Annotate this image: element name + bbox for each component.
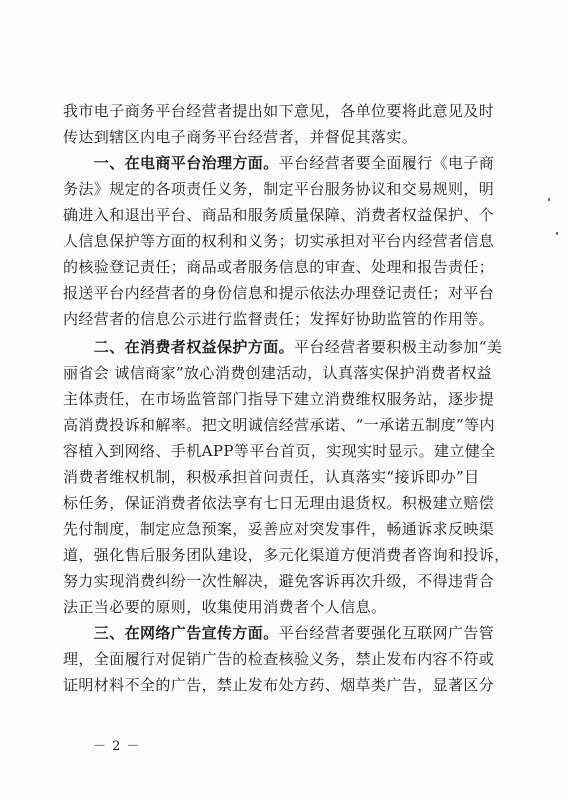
text-line: 道，强化售后服务团队建设，多元化渠道方便消费者咨询和投诉，: [63, 546, 510, 564]
text-line: 理，全面履行对促销广告的检查核验义务，禁止发布内容不符或: [63, 650, 495, 668]
text-line: 确进入和退出平台、商品和服务质量保障、消费者权益保护、个: [63, 206, 495, 224]
text-line: 报送平台内经营者的身份信息和提示依法办理登记责任；对平台: [63, 284, 495, 302]
text-line: 的核验登记责任；商品或者服务信息的审查、处理和报告责任；: [63, 258, 495, 276]
section-three-heading-line: [63, 622, 507, 644]
text-line: 先付制度，制定应急预案，妥善应对突发事件，畅通诉求反映渠: [63, 520, 495, 538]
text-line: 内经营者的信息公示进行监督责任；发挥好协助监管的作用等。: [63, 310, 495, 328]
text-line: 人信息保护等方面的权利和义务；切实承担对平台内经营者信息: [63, 232, 495, 250]
text-line: 标任务，保证消费者依法享有七日无理由退货权。积极建立赔偿: [63, 494, 495, 512]
text-line: 传达到辖区内电子商务平台经营者，并督促其落实。: [63, 128, 418, 146]
text-line: 高消费投诉和解率。把文明诚信经营承诺、“一承诺五制度”等内: [63, 416, 495, 434]
section-heading: 三、在网络广告宣传方面。: [63, 624, 279, 642]
text-line: 我市电子商务平台经营者提出如下意见，各单位要将此意见及时: [63, 102, 495, 120]
page-number: － 2 －: [93, 739, 141, 754]
section-one-heading-line: [63, 152, 507, 174]
section-heading: 二、在消费者权益保护方面。: [63, 338, 295, 356]
section-two-heading-line: [63, 336, 507, 358]
section-heading: 一、在电商平台治理方面。: [63, 154, 279, 172]
section-text: 平台经营者要积极主动参加“美: [294, 338, 503, 356]
text-line: 证明材料不全的广告，禁止发布处方药、烟草类广告，显著区分: [63, 676, 495, 694]
text-line: 消费者维权机制，积极承担首问责任，认真落实“接诉即办”目: [63, 468, 480, 486]
text-line: 主体责任，在市场监管部门指导下建立消费维权服务站，逐步提: [63, 390, 495, 408]
text-line: 努力实现消费纠纷一次性解决，避免客诉再次升级，不得违背合: [63, 572, 495, 590]
text-line: 丽省会 诚信商家”放心消费创建活动，认真落实保护消费者权益: [63, 364, 493, 382]
text-line: 法正当必要的原则，收集使用消费者个人信息。: [63, 598, 387, 616]
section-text: 平台经营者要强化互联网广告管: [278, 624, 495, 642]
scan-speck: [548, 198, 550, 201]
scan-speck: [556, 232, 558, 235]
text-line: 容植入到网络、手机APP等平台首页，实现实时显示。建立健全: [63, 442, 496, 460]
section-text: 平台经营者要全面履行《电子商: [278, 154, 495, 172]
text-line: 务法》规定的各项责任义务，制定平台服务协议和交易规则，明: [63, 180, 495, 198]
